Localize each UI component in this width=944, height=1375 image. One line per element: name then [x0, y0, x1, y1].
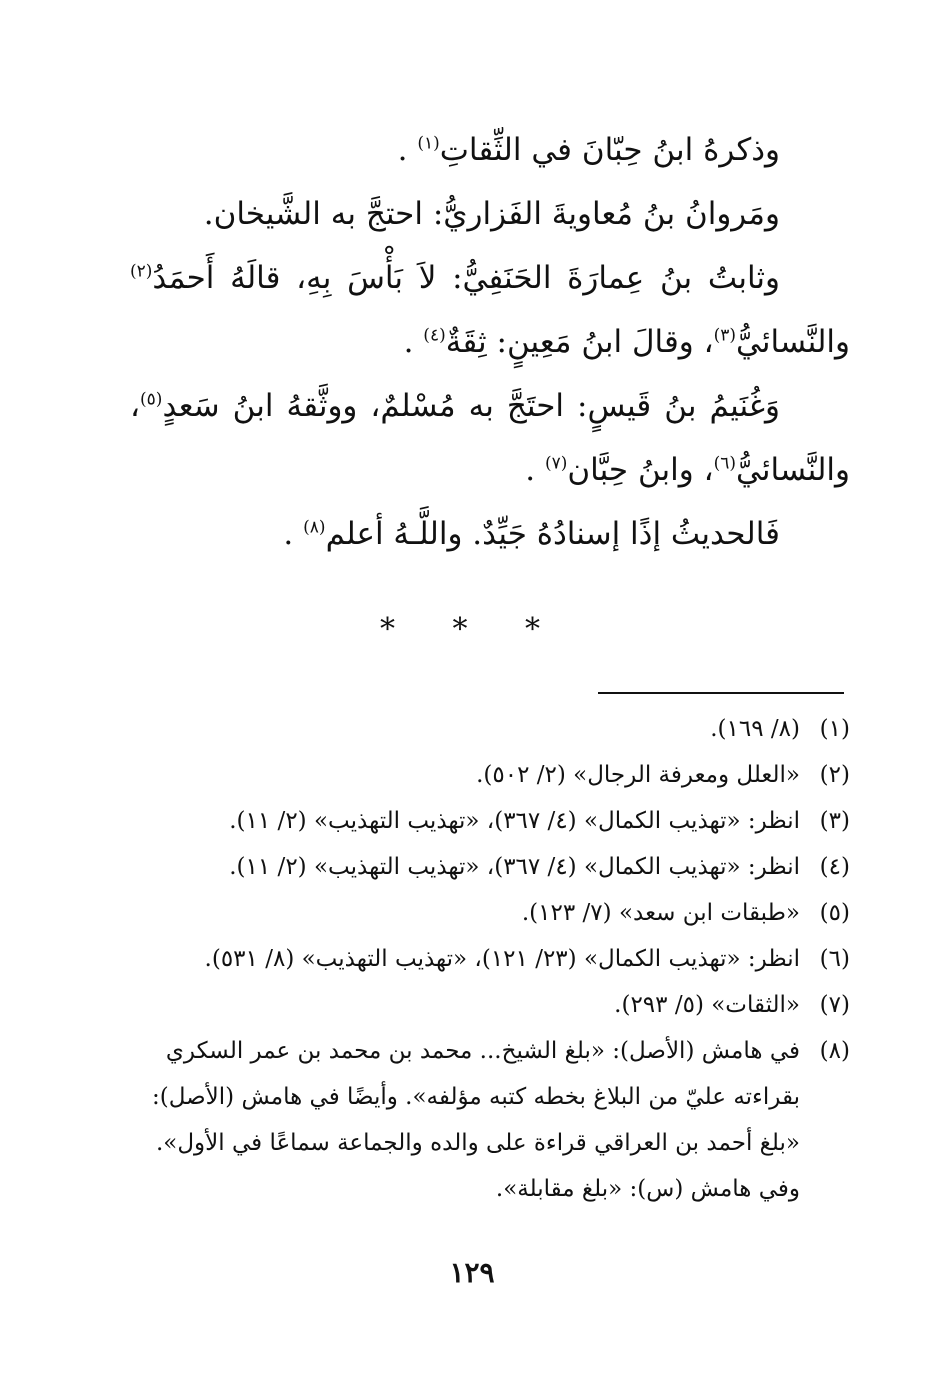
section-separator: * * * [379, 612, 565, 647]
footnote-text: «الثقات» (٥/ ٢٩٣). [614, 992, 800, 1018]
footnote-number: (٦) [819, 946, 850, 972]
footnote-4 [140, 844, 850, 890]
paragraph-5-text: فَالحديثُ إذًا إسنادُهُ جَيِّدٌ. واللَّـهُ أعلم [325, 516, 780, 552]
paragraph-4 [130, 374, 850, 502]
footnote-text: (٨/ ١٦٩). [710, 716, 800, 742]
footnote-ref-6: (٦) [713, 453, 737, 474]
footnote-ref-4: (٤) [423, 325, 446, 346]
footnote-number: (٣) [819, 808, 850, 834]
paragraph-3-text-c: ، وقالَ ابنُ مَعِينٍ: ثِقَةٌ [445, 324, 714, 360]
paragraph-4-text-a: وَغُنَيمُ بنُ قَيسٍ: احتَجَّ به مُسْلمٌ، ووثَّقهُ ابنُ سَعدٍ [162, 388, 780, 424]
paragraph-5-end: . [283, 516, 304, 552]
paragraph-3-text-a: وثابتُ بنُ عِمارَةَ الحَنَفِيُّ: لاَ بَأْسَ بِهِ، قالَهُ أَحمَدُ [152, 260, 780, 296]
paragraph-3 [130, 246, 850, 374]
paragraph-4-end: . [525, 452, 545, 488]
footnote-number: (٨) [819, 1038, 850, 1064]
footnotes-list [140, 706, 850, 1212]
paragraph-4-text-c: ، وابنُ حِبَّان [567, 452, 714, 488]
paragraph-5 [130, 502, 850, 566]
paragraph-3-end: . [403, 324, 424, 360]
footnote-text: انظر: «تهذيب الكمال» (٢٣/ ١٢١)، «تهذيب التهذيب» (٨/ ٥٣١). [204, 946, 800, 972]
footnote-ref-5: (٥) [140, 389, 163, 410]
footnote-6 [140, 936, 850, 982]
footnote-7 [140, 982, 850, 1028]
footnote-5 [140, 890, 850, 936]
footnote-number: (٢) [819, 762, 850, 788]
footnote-1 [140, 706, 850, 752]
footnote-number: (٧) [819, 992, 850, 1018]
footnote-number: (١) [819, 716, 850, 742]
paragraph-1 [130, 118, 850, 182]
footnote-2 [140, 752, 850, 798]
paragraph-1-end: . [397, 132, 418, 168]
footnote-text: في هامش (الأصل): «بلغ الشيخ... محمد بن محمد بن عمر السكري بقراءته عليّ من البلاغ بخطه كتبه مؤلفه». وأيضًا في هامش (الأصل): «بلغ أحمد بن العراقي قراءة على والده والجماعة سماعًا في الأول». وفي هامش (س): «بلغ مقابلة». [151, 1038, 800, 1202]
footnote-text: انظر: «تهذيب الكمال» (٤/ ٣٦٧)، «تهذيب التهذيب» (٢/ ١١). [229, 808, 800, 834]
paragraph-4-text-b: ، والنَّسائيُّ [130, 388, 850, 488]
footnote-8 [140, 1028, 850, 1212]
paragraph-2-text: ومَروانُ بنُ مُعاويةَ الفَزاريُّ: احتجَّ به الشَّيخان. [203, 196, 780, 232]
footnote-divider [598, 692, 844, 694]
footnote-ref-8: (٨) [303, 517, 326, 538]
paragraph-3-text-b: والنَّسائيُّ [736, 324, 850, 360]
footnote-3 [140, 798, 850, 844]
footnote-ref-2: (٢) [130, 261, 153, 282]
footnote-number: (٥) [819, 900, 850, 926]
footnote-ref-7: (٧) [544, 453, 568, 474]
main-text [130, 118, 850, 566]
footnote-text: «طبقات ابن سعد» (٧/ ١٢٣). [521, 900, 800, 926]
footnote-text: «العلل ومعرفة الرجال» (٢/ ٥٠٢). [476, 762, 800, 788]
footnote-ref-1: (١) [417, 133, 440, 154]
paragraph-1-text: وذكرهُ ابنُ حِبّانَ في الثِّقاتِ [439, 132, 780, 168]
footnote-ref-3: (٣) [713, 325, 737, 346]
footnote-text: انظر: «تهذيب الكمال» (٤/ ٣٦٧)، «تهذيب التهذيب» (٢/ ١١). [229, 854, 800, 880]
paragraph-2 [130, 182, 850, 246]
footnote-number: (٤) [819, 854, 850, 880]
page-number: ١٢٩ [449, 1256, 495, 1289]
